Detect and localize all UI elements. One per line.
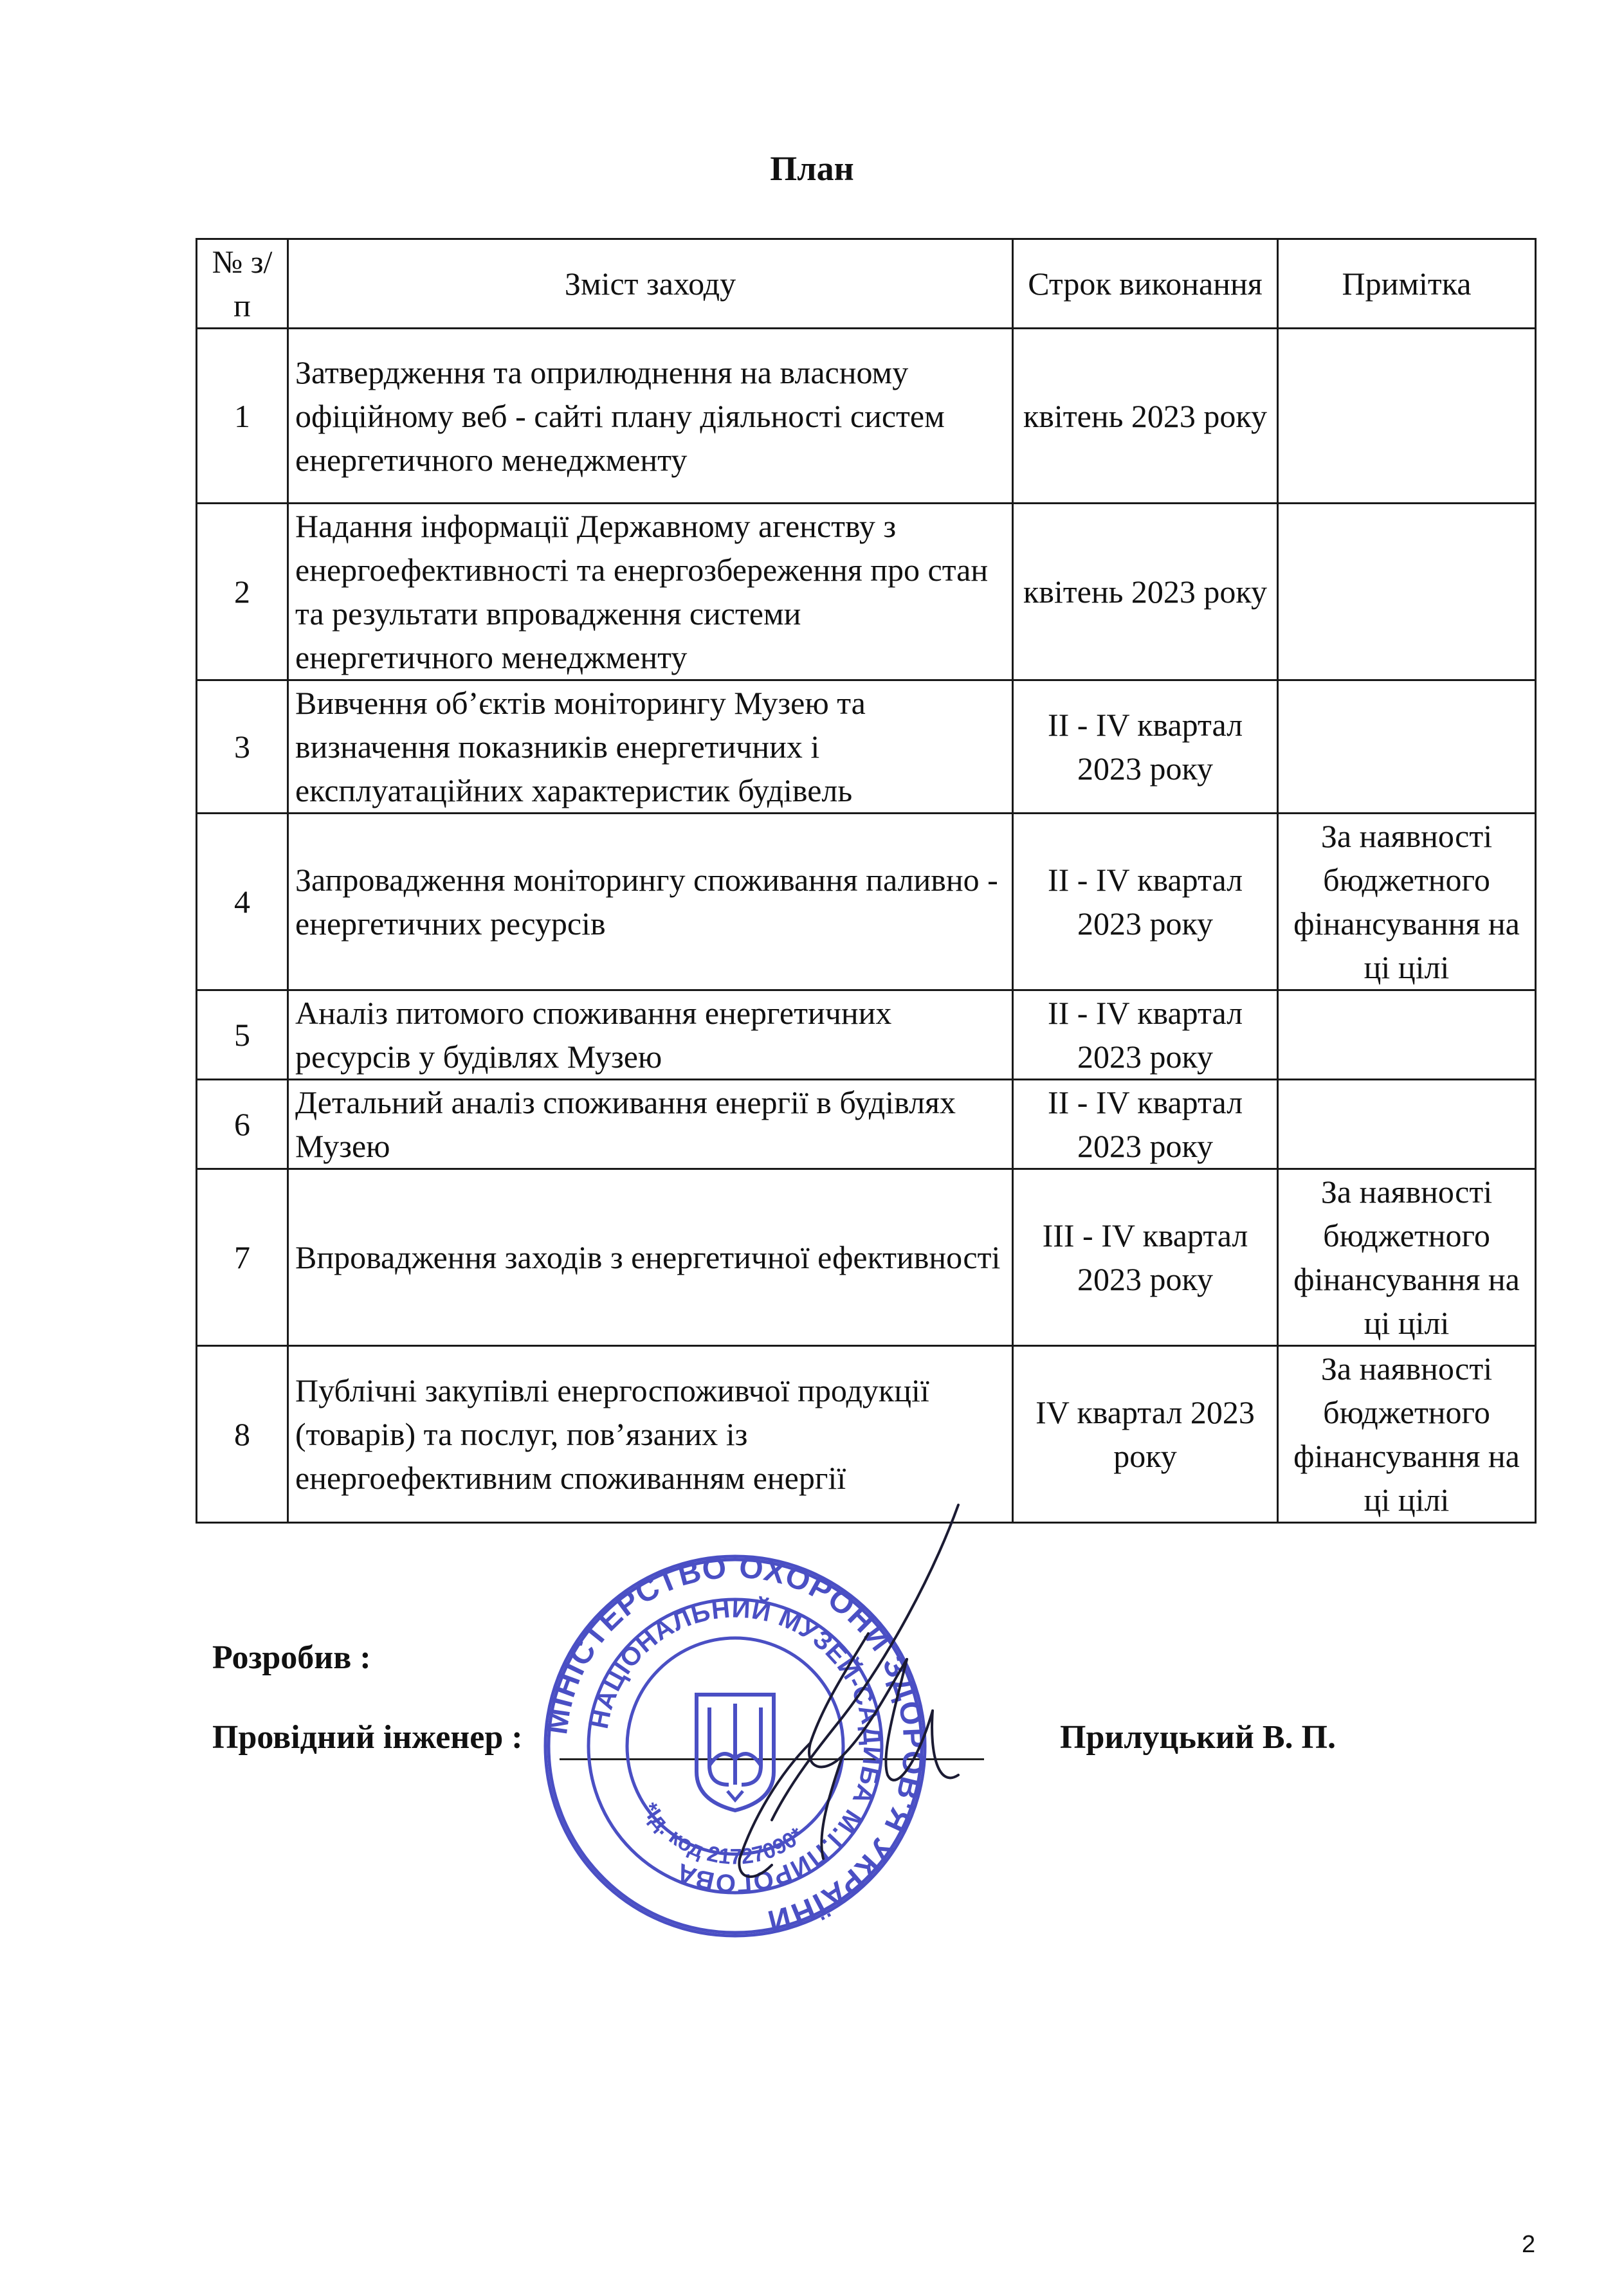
row-term: II - IV квартал 2023 року	[1013, 814, 1278, 990]
table-row	[197, 1346, 1536, 1523]
row-num: 2	[197, 504, 288, 680]
row-content: Вивчення об’єктів моніторингу Музею та визначення показників енергетичних і експлуатаційних характеристик будівель	[288, 680, 1013, 814]
row-note: За наявності бюджетного фінансування на ці цілі	[1278, 814, 1536, 990]
row-num: 4	[197, 814, 288, 990]
row-note: За наявності бюджетного фінансування на ці цілі	[1278, 1169, 1536, 1346]
plan-table	[196, 238, 1537, 1524]
table-row	[197, 814, 1536, 990]
row-content: Затвердження та оприлюднення на власному офіційному веб - сайті плану діяльності систем енергетичного менеджменту	[288, 329, 1013, 504]
row-content: Впровадження заходів з енергетичної ефективності	[288, 1169, 1013, 1346]
row-content: Надання інформації Державному агенству з енергоефективності та енергозбереження про стан та результати впровадження системи енергетичного менеджменту	[288, 504, 1013, 680]
svg-text:МІНІСТЕРСТВО ОХОРОНИ ЗДОРОВ'Я: МІНІСТЕРСТВО ОХОРОНИ ЗДОРОВ'Я УКРАЇНИ	[540, 1550, 931, 1939]
row-num: 5	[197, 990, 288, 1080]
table-row	[197, 1080, 1536, 1169]
page-title: План	[770, 149, 854, 188]
row-num: 1	[197, 329, 288, 504]
row-term: III - IV квартал 2023 року	[1013, 1169, 1278, 1346]
row-term: II - IV квартал 2023 року	[1013, 680, 1278, 814]
position-label: Провідний інженер :	[212, 1719, 523, 1756]
table-row	[197, 1169, 1536, 1346]
header-note: Примітка	[1278, 239, 1536, 329]
row-term: квітень 2023 року	[1013, 329, 1278, 504]
svg-text:*Ід. код 21727090*: *Ід. код 21727090*	[637, 1798, 808, 1870]
page-number: 2	[1522, 2231, 1536, 2258]
table-row	[197, 680, 1536, 814]
handwritten-signature	[675, 1498, 1010, 1897]
row-note	[1278, 504, 1536, 680]
row-note	[1278, 1080, 1536, 1169]
table-header-row	[197, 239, 1536, 329]
row-note	[1278, 680, 1536, 814]
row-term: II - IV квартал 2023 року	[1013, 990, 1278, 1080]
row-num: 3	[197, 680, 288, 814]
header-content: Зміст заходу	[288, 239, 1013, 329]
row-note	[1278, 990, 1536, 1080]
row-term: квітень 2023 року	[1013, 504, 1278, 680]
row-note: За наявності бюджетного фінансування на ці цілі	[1278, 1346, 1536, 1523]
row-num: 8	[197, 1346, 288, 1523]
row-content: Запровадження моніторингу споживання паливно - енергетичних ресурсів	[288, 814, 1013, 990]
row-num: 6	[197, 1080, 288, 1169]
row-content: Аналіз питомого споживання енергетичних ресурсів у будівлях Музею	[288, 990, 1013, 1080]
row-content: Детальний аналіз споживання енергії в будівлях Музею	[288, 1080, 1013, 1169]
row-term: IV квартал 2023 року	[1013, 1346, 1278, 1523]
table-row	[197, 504, 1536, 680]
header-num: № з/п	[197, 239, 288, 329]
svg-text:НАЦІОНАЛЬНИЙ МУЗЕЙ-САДИБА М.І.: НАЦІОНАЛЬНИЙ МУЗЕЙ-САДИБА М.І.ПИРОГОВА	[585, 1594, 887, 1898]
header-term: Строк виконання	[1013, 239, 1278, 329]
signer-name: Прилуцький В. П.	[1060, 1719, 1336, 1756]
developed-by-label: Розробив :	[212, 1639, 371, 1676]
table-row	[197, 990, 1536, 1080]
row-content: Публічні закупівлі енергоспоживчої продукції (товарів) та послуг, пов’язаних із енергоефективним споживанням енергії	[288, 1346, 1013, 1523]
row-num: 7	[197, 1169, 288, 1346]
row-term: II - IV квартал 2023 року	[1013, 1080, 1278, 1169]
row-note	[1278, 329, 1536, 504]
table-row	[197, 329, 1536, 504]
